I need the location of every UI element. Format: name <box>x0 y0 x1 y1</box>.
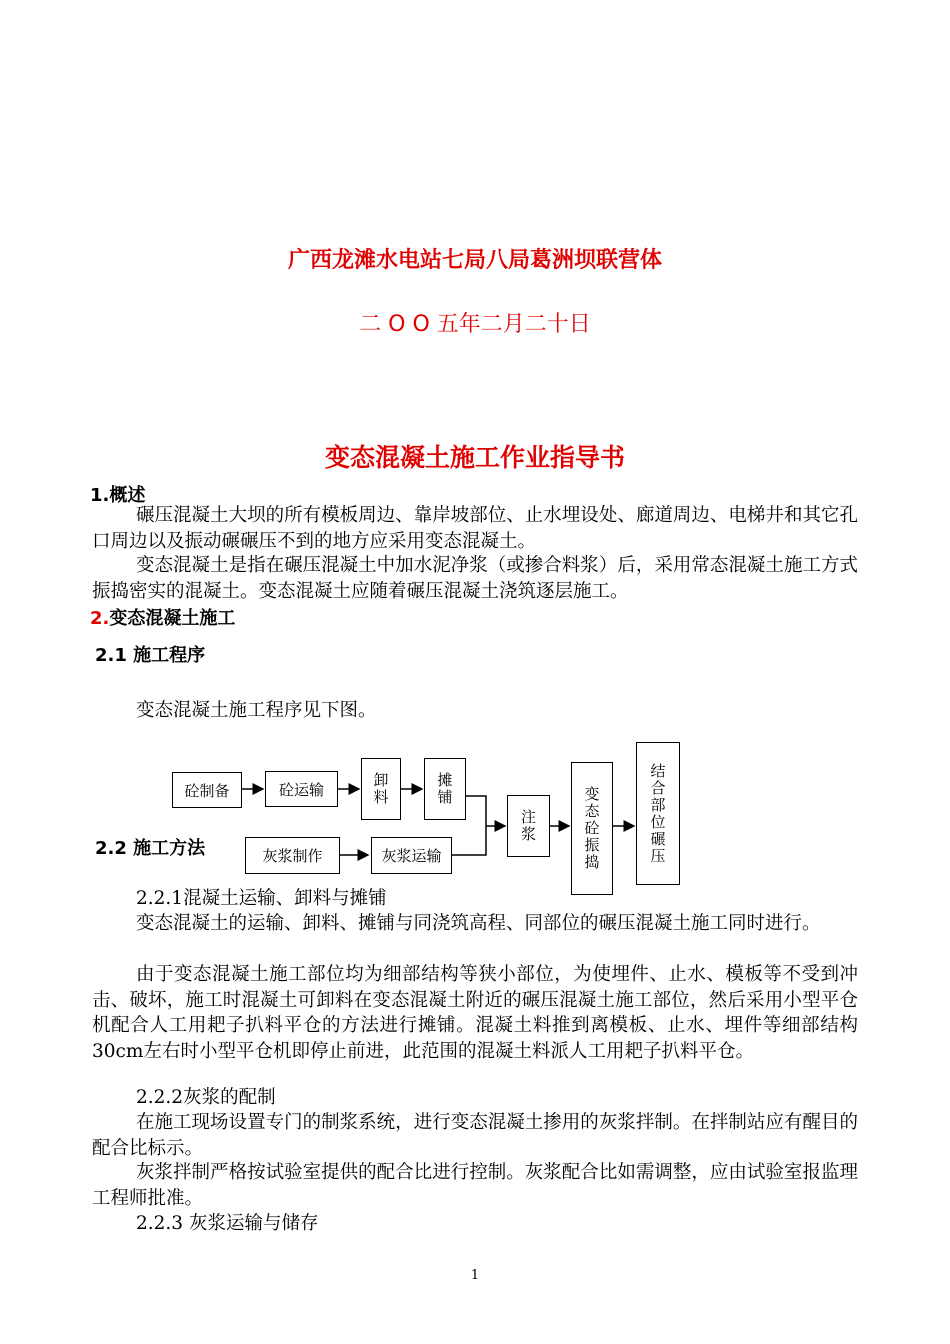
subsection-2-2-1-paragraph-2: 由于变态混凝土施工部位均为细部结构等狭小部位，为使埋件、止水、模板等不受到冲击、破坏，施工时混凝土可卸料在变态混凝土附近的碾压混凝土施工部位，然后采用小型平仓机配合人工用耙子扒料平仓的方法进行摊铺。混凝土料推到离模板、止水、埋件等细部结构30cm左右时小型平仓机即停止前进，此范围的混凝土料派人工用耙子扒料平仓。 <box>92 964 858 1062</box>
section-1-paragraph-2: 变态混凝土是指在碾压混凝土中加水泥净浆（或掺合料浆）后，采用常态混凝土施工方式振捣密实的混凝土。变态混凝土应随着碾压混凝土浇筑逐层施工。 <box>92 555 858 602</box>
flow-box-grout-making: 灰浆制作 <box>245 837 340 874</box>
section-1-paragraph-1: 碾压混凝土大坝的所有模板周边、靠岸坡部位、止水埋设处、廊道周边、电梯井和其它孔口周边以及振动碾碾压不到的地方应采用变态混凝土。 <box>92 505 858 552</box>
flow-box-joint-rolling: 结合部位碾压 <box>636 742 680 885</box>
document-title: 变态混凝土施工作业指导书 <box>324 443 625 472</box>
section-1-number: 1. <box>90 485 110 506</box>
subsection-2-2-heading: 2.2 施工方法 <box>95 838 206 859</box>
subsection-2-2-3-heading: 2.2.3 灰浆运输与储存 <box>136 1213 319 1234</box>
flow-box-unloading: 卸料 <box>361 758 401 820</box>
flow-box-concrete-transport: 砼运输 <box>265 771 338 807</box>
subsection-2-2-1-heading: 2.2.1混凝土运输、卸料与摊铺 <box>136 888 387 909</box>
flow-box-vibration: 变态砼振捣 <box>571 762 613 895</box>
flow-box-grout-injection: 注浆 <box>507 795 550 857</box>
bracket-bottom <box>452 824 486 855</box>
flow-box-concrete-prep: 砼制备 <box>172 772 242 808</box>
doc-date: 二 O O 五年二月二十日 <box>359 312 591 337</box>
bracket-top <box>466 796 486 824</box>
flow-box-grout-transport: 灰浆运输 <box>371 837 452 874</box>
subsection-2-2-2-paragraph-1: 在施工现场设置专门的制浆系统，进行变态混凝土掺用的灰浆拌制。在拌制站应有醒目的配合比标示。 <box>92 1112 858 1159</box>
subsection-2-2-2-heading: 2.2.2灰浆的配制 <box>136 1087 276 1108</box>
subsection-2-2-2-paragraph-2: 灰浆拌制严格按试验室提供的配合比进行控制。灰浆配合比如需调整，应由试验室报监理工程师批准。 <box>92 1162 858 1209</box>
page-number: 1 <box>470 1268 480 1283</box>
org-name: 广西龙滩水电站七局八局葛洲坝联营体 <box>287 248 662 273</box>
flow-box-spreading: 摊铺 <box>424 758 466 820</box>
section-1-title: 概述 <box>109 485 146 506</box>
subsection-2-2-1-paragraph-1: 变态混凝土的运输、卸料、摊铺与同浇筑高程、同部位的碾压混凝土施工同时进行。 <box>136 913 821 934</box>
section-2-number: 2. <box>90 608 110 629</box>
section-2-title: 变态混凝土施工 <box>109 608 236 629</box>
subsection-2-1-text: 变态混凝土施工程序见下图。 <box>136 700 377 721</box>
subsection-2-1-heading: 2.1 施工程序 <box>95 645 206 666</box>
